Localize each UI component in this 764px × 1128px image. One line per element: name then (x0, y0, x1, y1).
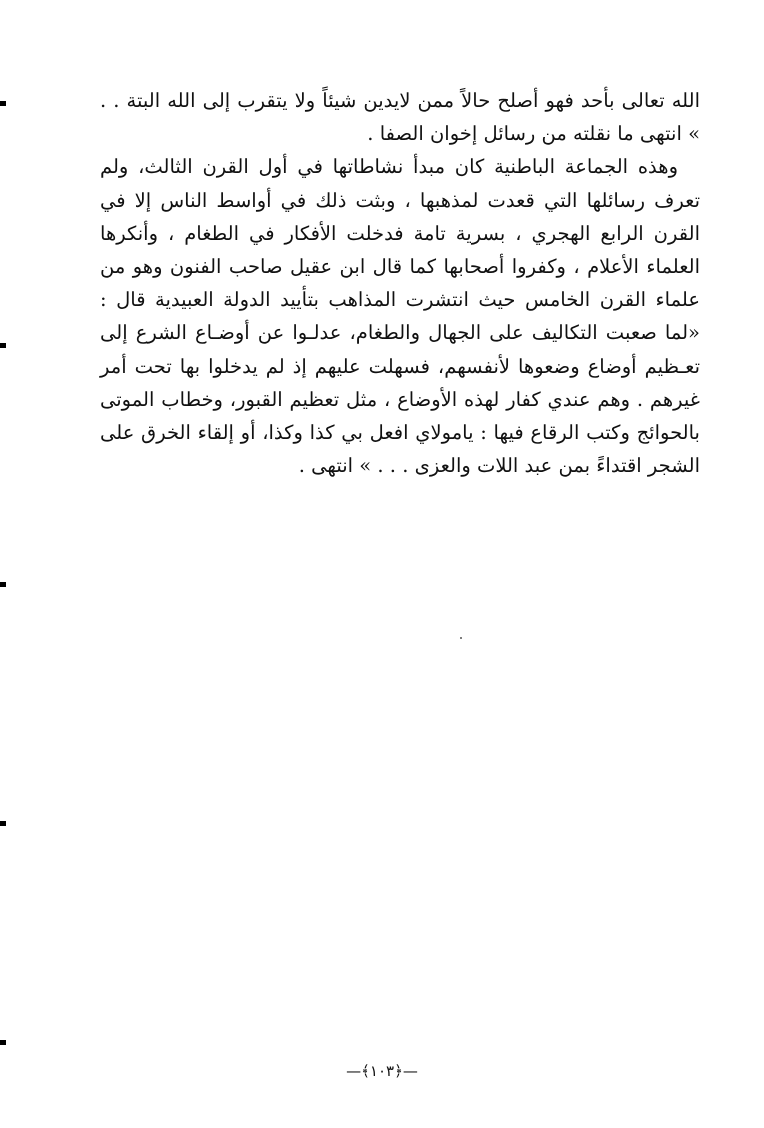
paragraph: الله تعالى بأحد فهو أصلح حالاً ممن لايدين شيئاً ولا يتقرب إلى الله البتة . . » انتهى ما نقلته من رسائل إخوان الصفا . (100, 89, 700, 146)
paragraph: وهذه الجماعة الباطنية كان مبدأ نشاطاتها في أول القرن الثالث، ولم تعرف رسائلها التي قعدت لمذهبها ، وبثت ذلك في أواسط الناس إلا في القرن الرابع الهجري ، بسرية تامة فدخلت الأفكار في الطغام ، وأنكرها العلماء الأعلام ، وكفروا أصحابها كما قال ابن عقيل صاحب الفنون وهو من علماء القرن الخامس حيث انتشرت المذاهب بتأييد الدولة العبيدية قال : «لما صعبت التكاليف على الجهال والطغام، عدلـوا عن أوضـاع الشرع إلى تعـظيم أوضاع وضعوها لأنفسهم، فسهلت عليهم إذ لم يدخلوا بها تحت أمر غيرهم . وهم عندي كفار لهذه الأوضاع ، مثل تعظيم القبور، وخطاب الموتى بالحوائج وكتب الرقاع فيها : يامولاي افعل بي كذا وكذا، أو إلقاء الخرق على الشجر اقتداءً بمن عبد اللات والعزى . . . » انتهى . (100, 155, 700, 478)
margin-mark (0, 821, 6, 826)
page-number: —﴿١٠٣﴾— (346, 1062, 418, 1080)
margin-mark (0, 1040, 6, 1045)
margin-mark (0, 582, 6, 587)
body-text (100, 84, 700, 482)
separator-dot (460, 637, 462, 639)
margin-mark (0, 101, 6, 106)
margin-mark (0, 343, 6, 348)
